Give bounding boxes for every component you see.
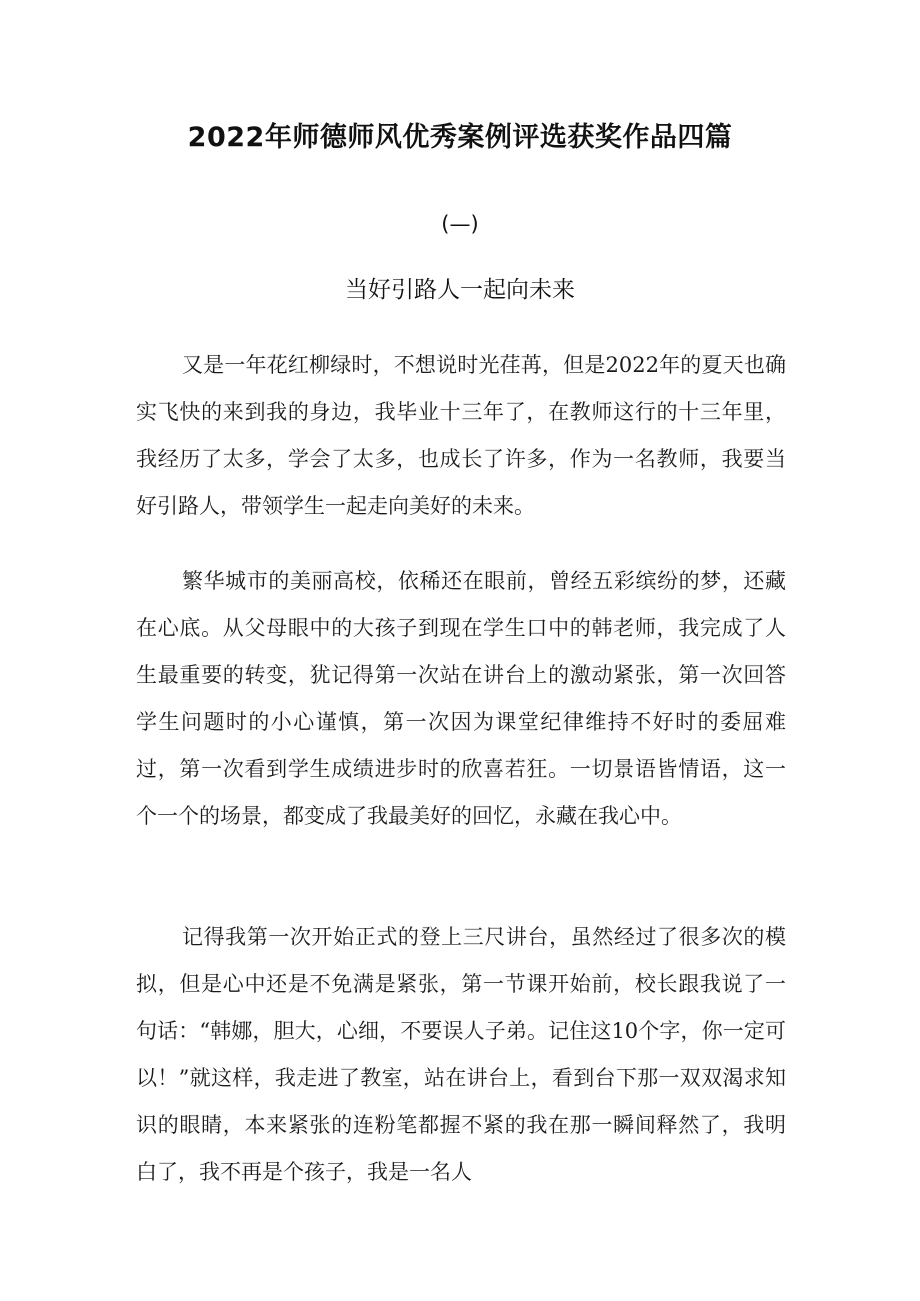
document-title: 2022年师德师风优秀案例评选获奖作品四篇 [187,122,733,153]
section-title: 当好引路人一起向未来 [345,277,575,303]
section-number: (—) [441,212,479,236]
paragraph-1: 又是一年花红柳绿时，不想说时光荏苒，但是2022年的夏天也确实飞快的来到我的身边，我毕业十三年了，在教师这行的十三年里，我经历了太多，学会了太多，也成长了许多，作为一名教师，我要当好引路人，带领学生一起走向美好的未来。 [136,353,786,518]
paragraph-3: 记得我第一次开始正式的登上三尺讲台，虽然经过了很多次的模拟，但是心中还是不免满是紧张，第一节课开始前，校长跟我说了一句话：“韩娜，胆大，心细，不要误人子弟。记住这10个字，你一定可以！”就这样，我走进了教室，站在讲台上，看到台下那一双双渴求知识的眼睛，本来紧张的连粉笔都握不紧的我在那一瞬间释然了，我明白了，我不再是个孩子，我是一名人 [136,925,786,1184]
paragraph-2: 繁华城市的美丽高校，依稀还在眼前，曾经五彩缤纷的梦，还藏在心底。从父母眼中的大孩子到现在学生口中的韩老师，我完成了人生最重要的转变，犹记得第一次站在讲台上的激动紧张，第一次回答学生问题时的小心谨慎，第一次因为课堂纪律维持不好时的委屈难过，第一次看到学生成绩进步时的欣喜若狂。一切景语皆情语，这一个一个的场景，都变成了我最美好的回忆，永藏在我心中。 [136,569,786,828]
